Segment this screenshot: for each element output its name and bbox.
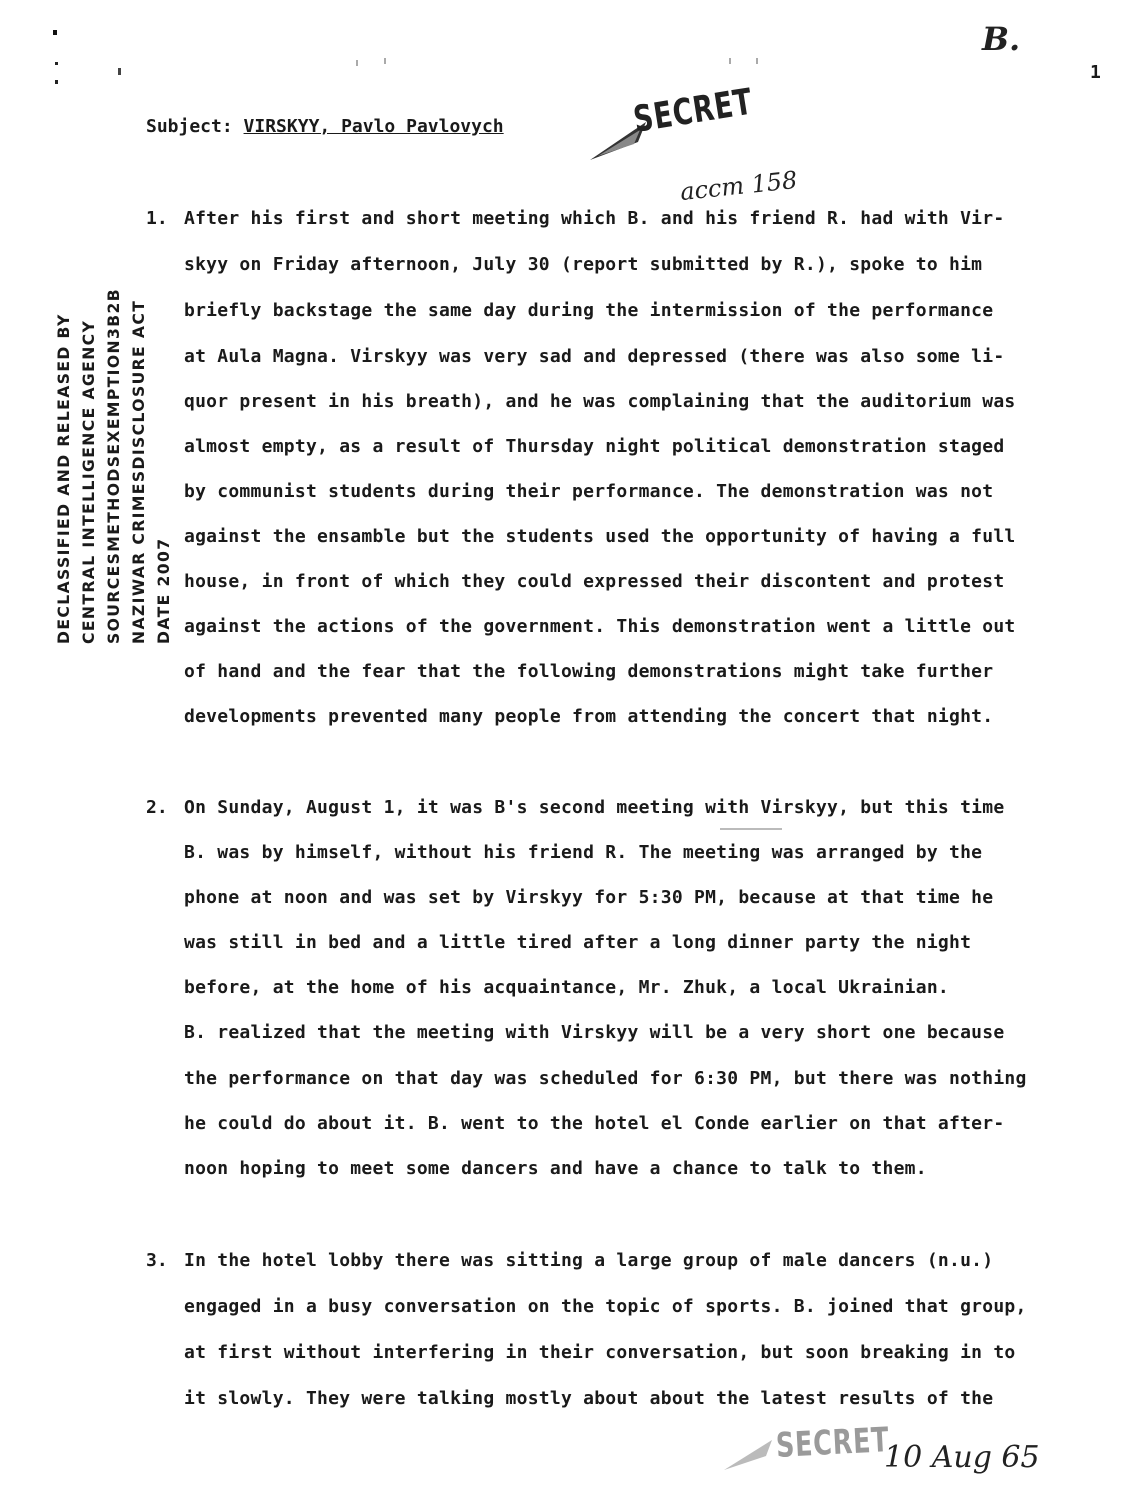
stamp-arrow-icon (722, 1436, 774, 1472)
scan-speck (55, 62, 58, 65)
secret-stamp-bottom: SECRET (774, 1420, 891, 1466)
scan-speck (384, 58, 386, 64)
paragraph-line: B. was by himself, without his friend R. The meeting was arranged by the (184, 842, 983, 863)
paragraph-line: engaged in a busy conversation on the topic of sports. B. joined that group, (184, 1296, 1027, 1317)
scan-speck (356, 60, 358, 66)
paragraph-line: at first without interfering in their conversation, but soon breaking in to (184, 1342, 1016, 1363)
paragraph-line: briefly backstage the same day during the intermission of the performance (184, 300, 994, 321)
corner-mark: B. (982, 20, 1021, 58)
subject-line (146, 116, 504, 137)
paragraph-line: it slowly. They were talking mostly about about the latest results of the (184, 1388, 994, 1409)
paragraph-line: B. realized that the meeting with Virskyy will be a very short one because (184, 1022, 1005, 1043)
declassification-line: NAZIWAR CRIMESDISCLOSURE ACT (130, 299, 148, 644)
paragraph-line: phone at noon and was set by Virskyy for 5:30 PM, because at that time he (184, 887, 994, 908)
paragraph-number: 3. (146, 1250, 168, 1271)
handwritten-annotation-top: accm 158 (678, 165, 799, 207)
paragraph-line: the performance on that day was scheduled for 6:30 PM, but there was nothing (184, 1068, 1027, 1089)
declassification-line: CENTRAL INTELLIGENCE AGENCY (80, 319, 98, 644)
paragraph-line: was still in bed and a little tired after a long dinner party the night (184, 932, 972, 953)
paragraph-line: house, in front of which they could expressed their discontent and protest (184, 571, 1005, 592)
paragraph-line: In the hotel lobby there was sitting a large group of male dancers (n.u.) (184, 1250, 994, 1271)
paragraph-line: of hand and the fear that the following demonstrations might take further (184, 661, 994, 682)
secret-stamp-top: SECRET (630, 81, 756, 141)
handwritten-annotation-bottom: 10 Aug 65 (884, 1440, 1040, 1475)
paragraph-line: against the actions of the government. This demonstration went a little out (184, 616, 1016, 637)
paragraph-line: skyy on Friday afternoon, July 30 (report submitted by R.), spoke to him (184, 254, 983, 275)
scan-speck (118, 68, 121, 75)
scan-speck (756, 58, 758, 64)
declassification-stamp (52, 287, 173, 644)
paragraph-number: 2. (146, 797, 168, 818)
subject-name: VIRSKYY, Pavlo Pavlovych (243, 116, 504, 137)
paragraph-line: developments prevented many people from attending the concert that night. (184, 706, 994, 727)
paragraph-line: he could do about it. B. went to the hotel el Conde earlier on that after- (184, 1113, 1005, 1134)
scan-speck (55, 80, 58, 84)
paragraph-line: before, at the home of his acquaintance, Mr. Zhuk, a local Ukrainian. (184, 977, 949, 998)
paragraph-line: by communist students during their performance. The demonstration was not (184, 481, 994, 502)
paragraph-line: noon hoping to meet some dancers and have a chance to talk to them. (184, 1158, 927, 1179)
paragraph-line: quor present in his breath), and he was complaining that the auditorium was (184, 391, 1016, 412)
paragraph-line: at Aula Magna. Virskyy was very sad and depressed (there was also some li- (184, 346, 1005, 367)
paragraph-number: 1. (146, 208, 168, 229)
subject-label: Subject: (146, 116, 233, 137)
scan-speck (720, 828, 782, 830)
paragraph-line: against the ensamble but the students used the opportunity of having a full (184, 526, 1016, 547)
paragraph-line: After his first and short meeting which B. and his friend R. had with Vir- (184, 208, 1005, 229)
paragraph-line: On Sunday, August 1, it was B's second meeting with Virskyy, but this time (184, 797, 1005, 818)
scan-speck (53, 30, 57, 35)
declassification-line: DECLASSIFIED AND RELEASED BY (55, 313, 73, 644)
declassification-line: DATE 2007 (155, 537, 173, 644)
scan-speck (729, 58, 731, 64)
paragraph-line: almost empty, as a result of Thursday night political demonstration staged (184, 436, 1005, 457)
declassification-line: SOURCESMETHODSEXEMPTION3B2B (105, 287, 123, 644)
page-number: 1 (1090, 62, 1101, 83)
